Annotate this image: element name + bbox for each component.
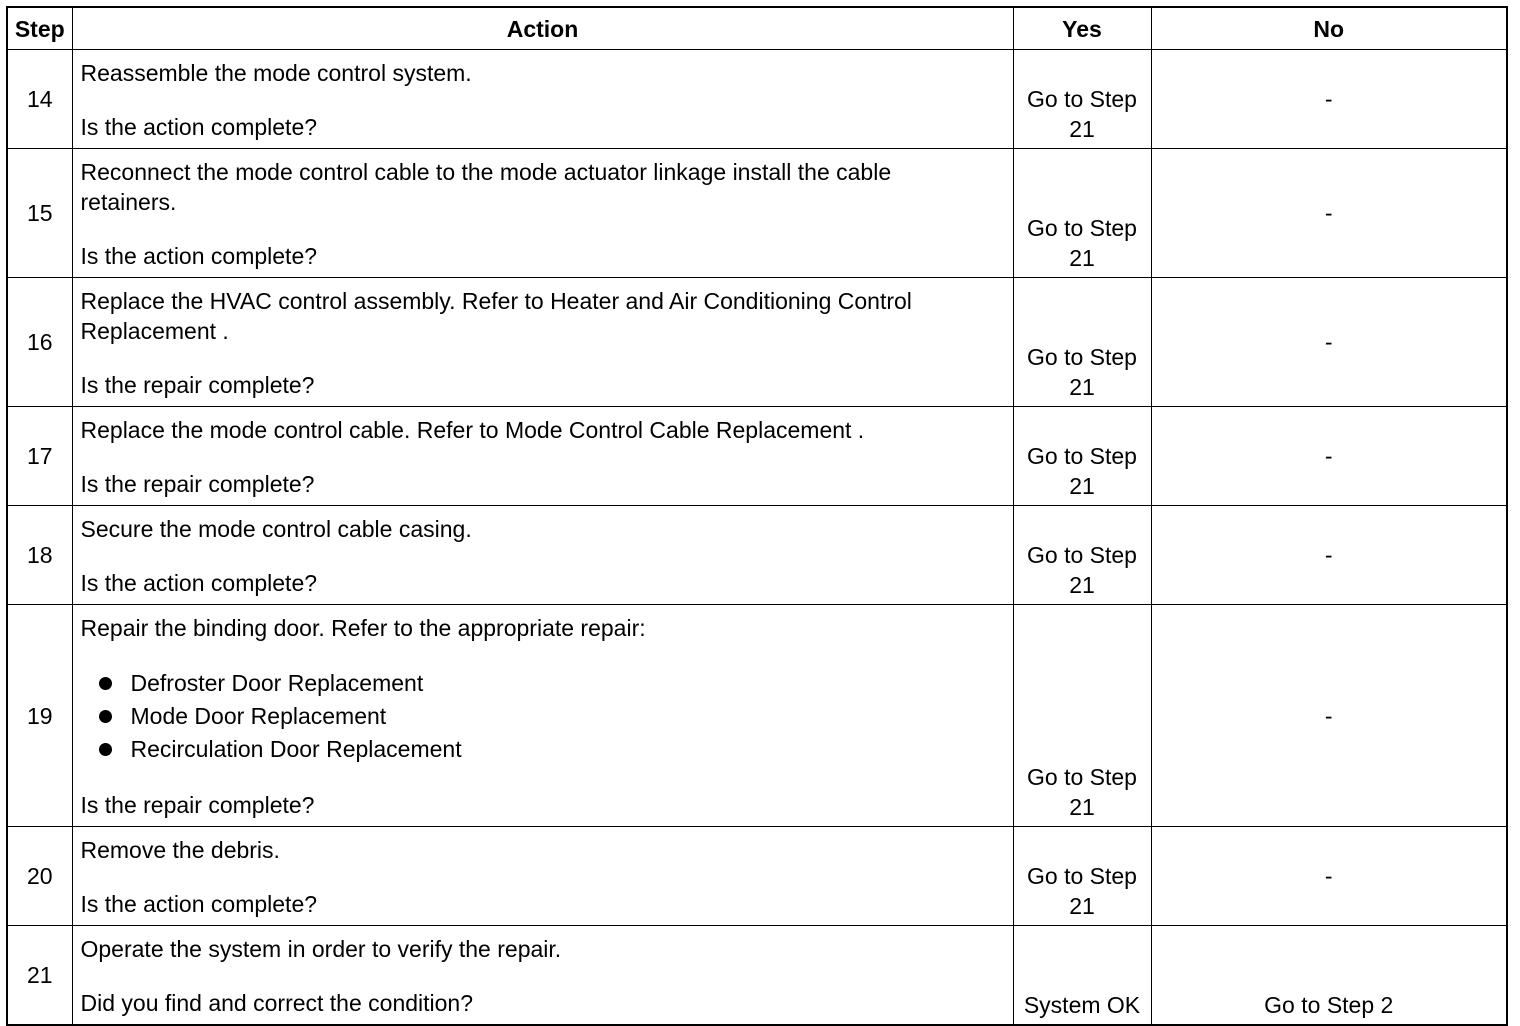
yes-text: Go to Step xyxy=(1027,443,1137,469)
yes-step-number: 21 xyxy=(1069,116,1095,142)
action-cell xyxy=(72,278,1013,407)
yes-step-number: 21 xyxy=(1069,245,1095,271)
header-step: Step xyxy=(7,7,72,50)
list-item xyxy=(81,667,1005,700)
yes-cell xyxy=(1013,50,1151,149)
yes-step-number: 21 xyxy=(1069,473,1095,499)
action-text: Replace the HVAC control assembly. Refer to Heater and Air Conditioning Control xyxy=(80,288,912,314)
list-item-label: Defroster Door Replacement xyxy=(130,670,424,696)
yes-text: Go to Step xyxy=(1027,863,1137,889)
list-item xyxy=(81,700,1005,733)
yes-step-number: 21 xyxy=(1069,374,1095,400)
bullet-icon xyxy=(99,677,112,690)
no-cell: - xyxy=(1151,278,1507,407)
bullet-icon xyxy=(99,710,112,723)
action-question: Is the action complete? xyxy=(80,114,318,140)
step-number: 15 xyxy=(7,149,72,278)
yes-step-number: 21 xyxy=(1069,893,1095,919)
bullet-icon xyxy=(99,743,112,756)
action-question: Is the action complete? xyxy=(80,243,318,269)
table-row xyxy=(7,605,1507,827)
list-item-label: Recirculation Door Replacement xyxy=(130,736,462,762)
action-text: retainers. xyxy=(80,189,177,215)
action-text: Remove the debris. xyxy=(80,837,280,863)
list-item xyxy=(81,733,1005,766)
no-cell: - xyxy=(1151,827,1507,926)
step-number: 20 xyxy=(7,827,72,926)
diagnostic-table xyxy=(6,6,1508,1026)
action-question: Is the repair complete? xyxy=(80,792,315,818)
yes-text: Go to Step xyxy=(1027,86,1137,112)
no-cell: Go to Step 2 xyxy=(1151,926,1507,1026)
step-number: 14 xyxy=(7,50,72,149)
action-text: Repair the binding door. Refer to the appropriate repair: xyxy=(80,615,646,641)
action-cell xyxy=(72,506,1013,605)
yes-text: Go to Step xyxy=(1027,215,1137,241)
yes-text: System OK xyxy=(1023,992,1141,1018)
step-number: 17 xyxy=(7,407,72,506)
action-cell xyxy=(72,827,1013,926)
yes-cell xyxy=(1013,506,1151,605)
yes-cell xyxy=(1013,149,1151,278)
step-number: 18 xyxy=(7,506,72,605)
no-cell: - xyxy=(1151,605,1507,827)
no-cell: - xyxy=(1151,50,1507,149)
step-number: 16 xyxy=(7,278,72,407)
yes-step-number: 21 xyxy=(1069,572,1095,598)
table-row xyxy=(7,50,1507,149)
list-item-label: Mode Door Replacement xyxy=(130,703,387,729)
action-question: Is the repair complete? xyxy=(80,471,315,497)
yes-cell xyxy=(1013,407,1151,506)
yes-text: Go to Step xyxy=(1027,764,1137,790)
action-cell xyxy=(72,407,1013,506)
yes-step-number: 21 xyxy=(1069,794,1095,820)
repair-list xyxy=(81,667,1005,766)
action-question: Is the action complete? xyxy=(80,891,318,917)
table-row xyxy=(7,827,1507,926)
action-text: Replace the mode control cable. Refer to Mode Control Cable Replacement . xyxy=(80,417,865,443)
action-cell xyxy=(72,50,1013,149)
header-row xyxy=(7,7,1507,50)
step-number: 19 xyxy=(7,605,72,827)
action-question: Is the repair complete? xyxy=(80,372,315,398)
action-text: Reconnect the mode control cable to the mode actuator linkage install the cable xyxy=(80,159,892,185)
action-question: Did you find and correct the condition? xyxy=(80,990,474,1016)
action-text: Secure the mode control cable casing. xyxy=(80,516,472,542)
action-text: Reassemble the mode control system. xyxy=(80,60,472,86)
yes-cell xyxy=(1013,605,1151,827)
no-cell: - xyxy=(1151,149,1507,278)
action-text: Replacement . xyxy=(80,318,229,344)
action-cell xyxy=(72,926,1013,1026)
header-yes: Yes xyxy=(1013,7,1151,50)
table-row xyxy=(7,407,1507,506)
no-cell: - xyxy=(1151,407,1507,506)
action-text: Operate the system in order to verify the repair. xyxy=(80,936,562,962)
step-number: 21 xyxy=(7,926,72,1026)
yes-cell xyxy=(1013,278,1151,407)
yes-cell xyxy=(1013,926,1151,1026)
yes-text: Go to Step xyxy=(1027,344,1137,370)
table-row xyxy=(7,149,1507,278)
yes-text: Go to Step xyxy=(1027,542,1137,568)
table-row xyxy=(7,926,1507,1026)
table-row xyxy=(7,506,1507,605)
action-question: Is the action complete? xyxy=(80,570,318,596)
no-cell: - xyxy=(1151,506,1507,605)
header-action: Action xyxy=(72,7,1013,50)
action-cell xyxy=(72,149,1013,278)
yes-cell xyxy=(1013,827,1151,926)
table-row xyxy=(7,278,1507,407)
action-cell xyxy=(72,605,1013,827)
header-no: No xyxy=(1151,7,1507,50)
